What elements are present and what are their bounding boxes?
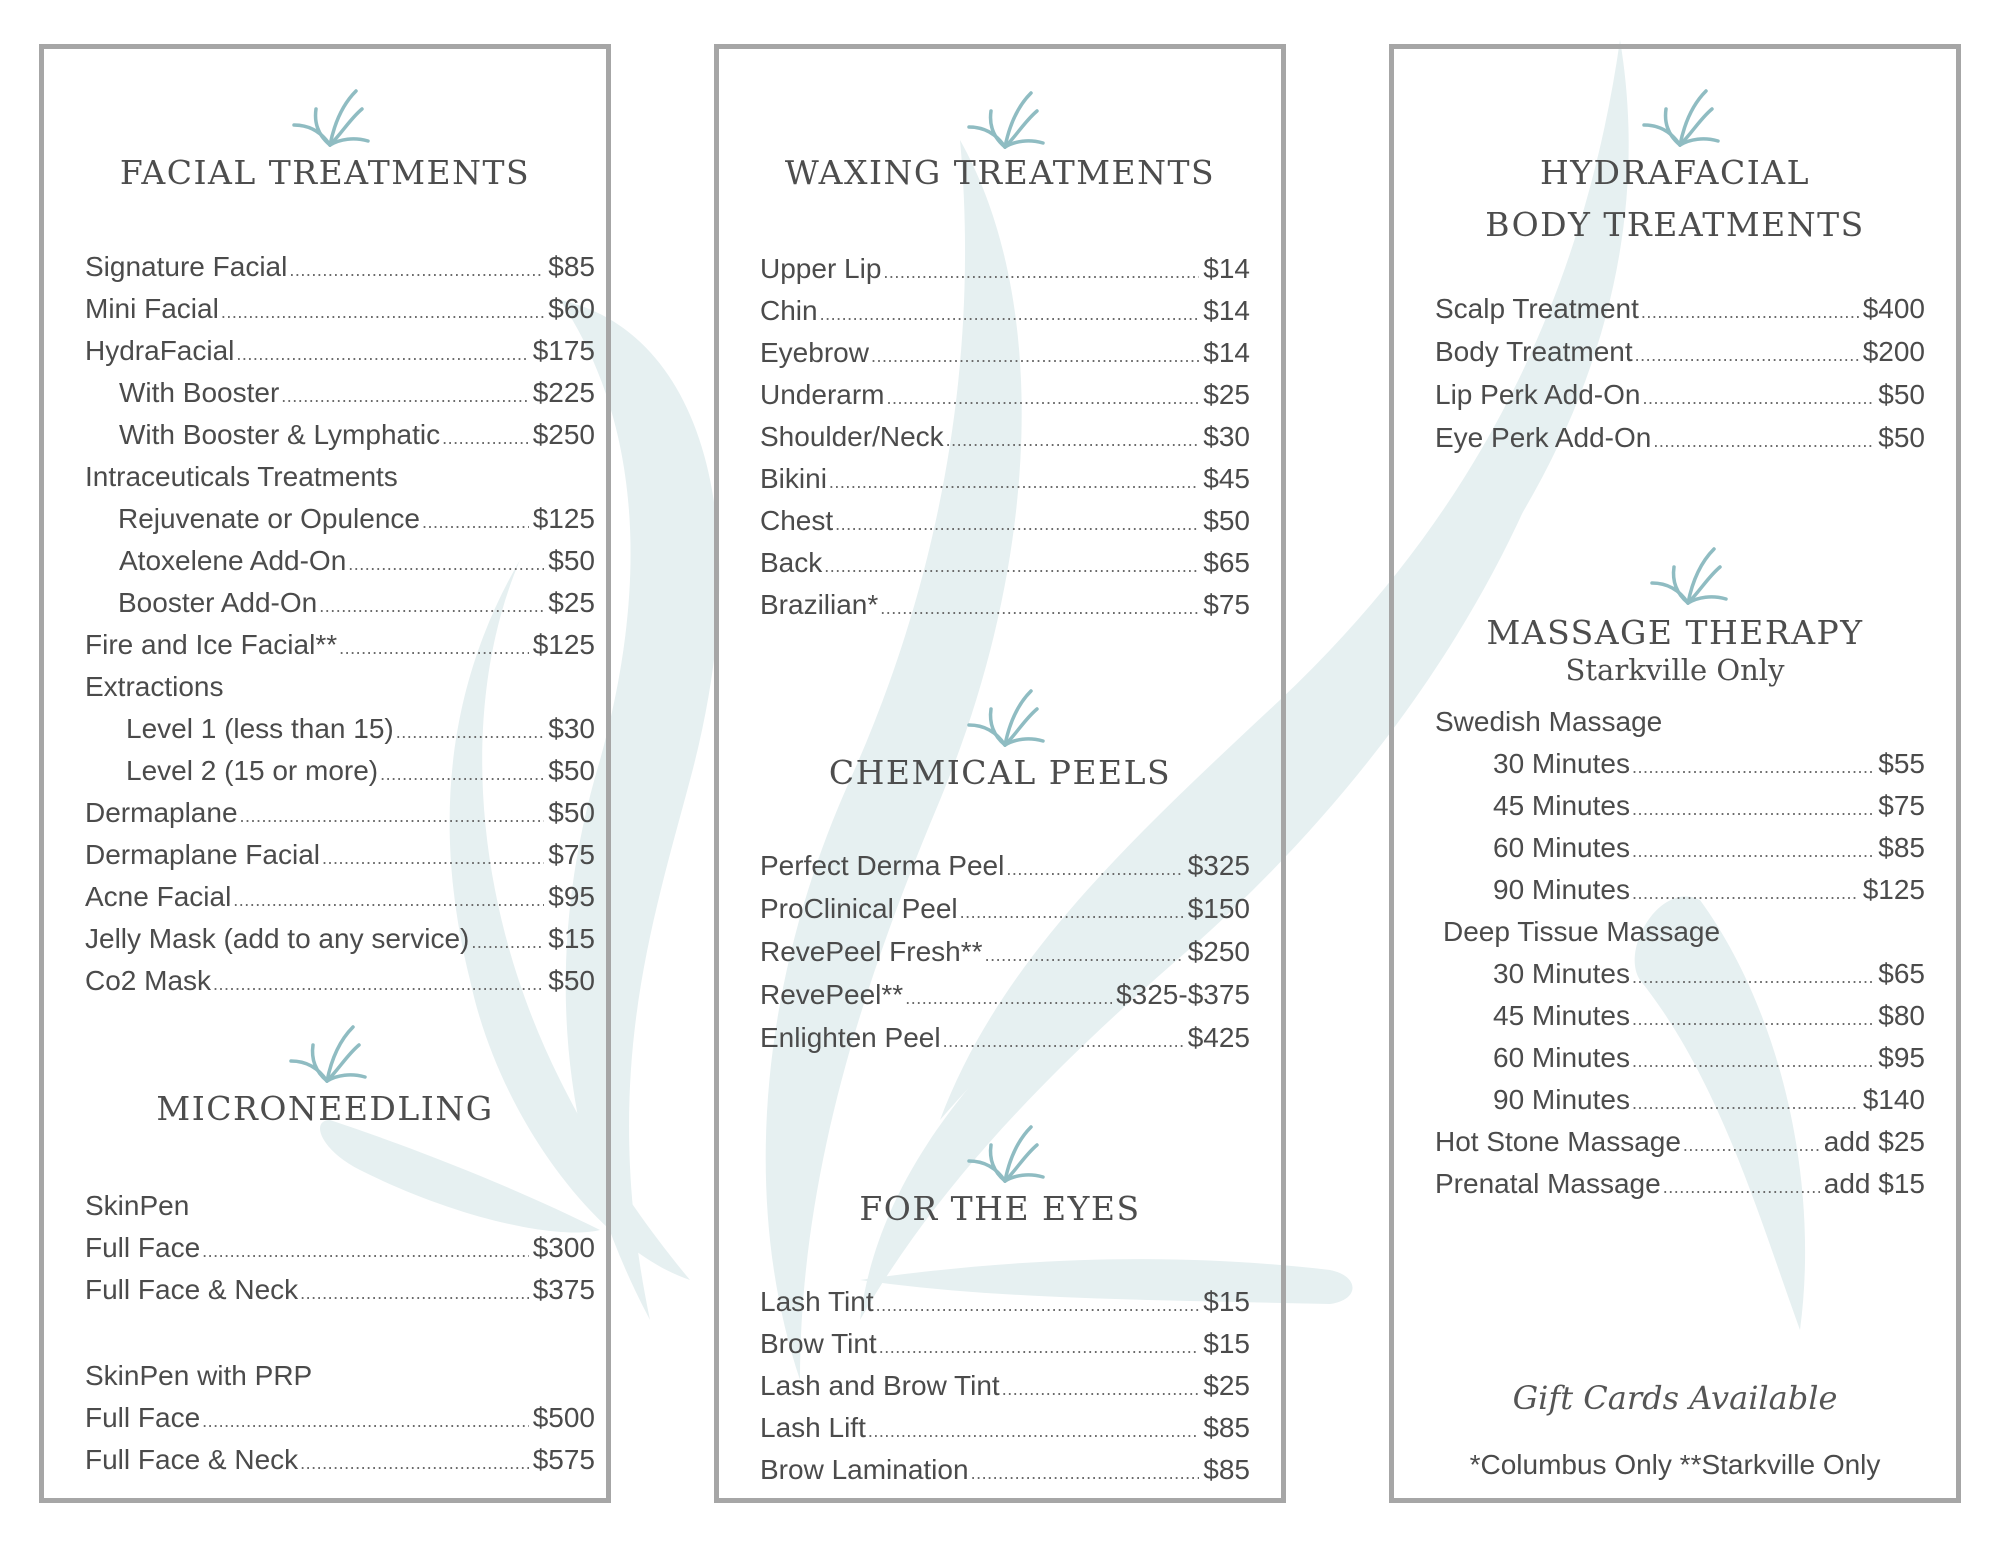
price-row xyxy=(760,420,1250,457)
price-row xyxy=(1435,335,1925,372)
price-row xyxy=(760,252,1250,289)
dot-leader xyxy=(319,589,544,623)
service-price: $50 xyxy=(548,965,595,996)
service-name: Acne Facial xyxy=(85,881,232,912)
service-name: Lash Lift xyxy=(760,1412,866,1443)
dot-leader xyxy=(960,895,1184,929)
service-price: $125 xyxy=(532,629,595,660)
price-row xyxy=(1493,999,1925,1036)
service-name: Upper Lip xyxy=(760,253,882,284)
dot-leader xyxy=(820,297,1200,331)
service-price: $85 xyxy=(1203,1412,1250,1443)
facial-treatments-title: FACIAL TREATMENTS xyxy=(119,153,531,192)
price-row xyxy=(85,796,595,833)
service-price: $14 xyxy=(1203,253,1250,284)
leaf-ornament-icon xyxy=(965,685,1045,751)
service-price: $60 xyxy=(548,293,595,324)
service-name: Co2 Mask xyxy=(85,965,212,996)
service-price: $50 xyxy=(1203,505,1250,536)
price-row xyxy=(1493,1083,1925,1120)
service-name: Brow Lamination xyxy=(760,1454,969,1485)
service-name: 90 Minutes xyxy=(1493,874,1630,905)
dot-leader xyxy=(213,967,544,1001)
service-price: $425 xyxy=(1187,1022,1250,1053)
price-row xyxy=(1435,378,1925,415)
dot-leader xyxy=(221,295,544,329)
price-row xyxy=(1435,421,1925,458)
service-price: $375 xyxy=(532,1274,595,1305)
service-price: $250 xyxy=(1187,936,1250,967)
dot-leader xyxy=(868,1414,1199,1448)
service-name: 90 Minutes xyxy=(1493,1084,1630,1115)
dot-leader xyxy=(233,883,544,917)
service-name: Lash and Brow Tint xyxy=(760,1370,1000,1401)
panel-waxing-peels-eyes xyxy=(714,44,1286,1503)
price-row xyxy=(1435,705,1925,739)
service-name: ProClinical Peel xyxy=(760,893,958,924)
service-name: Full Face xyxy=(85,1402,201,1433)
service-price: $125 xyxy=(1862,874,1925,905)
chemical-peels-title: CHEMICAL PEELS xyxy=(828,753,1172,792)
service-price: $250 xyxy=(532,419,595,450)
service-price: $25 xyxy=(548,587,595,618)
price-row xyxy=(1493,873,1925,910)
price-row xyxy=(760,504,1250,541)
service-price: $30 xyxy=(548,713,595,744)
service-price: $500 xyxy=(532,1402,595,1433)
service-name: With Booster xyxy=(119,377,280,408)
dot-leader xyxy=(1632,1044,1874,1078)
service-price: $55 xyxy=(1878,748,1925,779)
price-row xyxy=(760,1021,1250,1058)
dot-leader xyxy=(886,381,1199,415)
service-price: $95 xyxy=(1878,1042,1925,1073)
service-name: Bikini xyxy=(760,463,827,494)
price-row xyxy=(85,964,595,1001)
price-row xyxy=(119,544,595,581)
price-row xyxy=(85,922,595,959)
price-row xyxy=(118,586,595,623)
body-treatments-title: BODY TREATMENTS xyxy=(1485,205,1865,244)
price-row xyxy=(760,378,1250,415)
price-row xyxy=(760,935,1250,972)
service-price: $125 xyxy=(532,503,595,534)
dot-leader xyxy=(1006,852,1183,886)
leaf-ornament-icon xyxy=(965,1121,1045,1187)
dot-leader xyxy=(240,799,545,833)
price-row xyxy=(85,1401,595,1438)
service-name: Lip Perk Add-On xyxy=(1435,379,1641,410)
dot-leader xyxy=(1653,424,1874,458)
service-price: $25 xyxy=(1203,1370,1250,1401)
dot-leader xyxy=(339,631,529,665)
price-row xyxy=(1443,915,1925,949)
price-row xyxy=(1435,1125,1925,1162)
dot-leader xyxy=(879,1330,1200,1364)
massage-subtitle: Starkville Only xyxy=(1565,653,1785,687)
service-name: Jelly Mask (add to any service) xyxy=(85,923,470,954)
service-name: Underarm xyxy=(760,379,885,410)
service-price: $200 xyxy=(1862,336,1925,367)
price-row xyxy=(760,588,1250,625)
dot-leader xyxy=(946,423,1200,457)
service-name: Perfect Derma Peel xyxy=(760,850,1005,881)
service-price: $50 xyxy=(548,797,595,828)
price-row xyxy=(760,1411,1250,1448)
service-price: $14 xyxy=(1203,337,1250,368)
service-name: Eye Perk Add-On xyxy=(1435,422,1652,453)
service-name: RevePeel Fresh** xyxy=(760,936,983,967)
dot-leader xyxy=(396,715,545,749)
price-row xyxy=(1435,1167,1925,1204)
service-price: $175 xyxy=(532,335,595,366)
price-row xyxy=(85,250,595,287)
dot-leader xyxy=(289,253,544,287)
dot-leader xyxy=(202,1234,529,1268)
price-row xyxy=(85,838,595,875)
service-price: $14 xyxy=(1203,295,1250,326)
service-price: $15 xyxy=(548,923,595,954)
service-name: Scalp Treatment xyxy=(1435,293,1639,324)
service-name: Shoulder/Neck xyxy=(760,421,944,452)
service-price: $75 xyxy=(1878,790,1925,821)
price-row xyxy=(1435,292,1925,329)
dot-leader xyxy=(1632,834,1874,868)
leaf-ornament-icon xyxy=(965,87,1045,153)
dot-leader xyxy=(300,1446,529,1480)
dot-leader xyxy=(824,549,1199,583)
service-price: $65 xyxy=(1203,547,1250,578)
service-price: $225 xyxy=(532,377,595,408)
dot-leader xyxy=(422,505,529,539)
price-row xyxy=(85,1443,595,1480)
service-name: RevePeel** xyxy=(760,979,904,1010)
leaf-ornament-icon xyxy=(287,1021,367,1087)
service-name: Dermaplane Facial xyxy=(85,839,320,870)
service-name: 45 Minutes xyxy=(1493,1000,1630,1031)
dot-leader xyxy=(442,421,529,455)
service-name: SkinPen xyxy=(85,1190,190,1221)
price-row xyxy=(1493,1041,1925,1078)
dot-leader xyxy=(1635,338,1859,372)
dot-leader xyxy=(829,465,1199,499)
service-price: $25 xyxy=(1203,379,1250,410)
massage-therapy-title: MASSAGE THERAPY xyxy=(1486,613,1864,652)
price-row xyxy=(85,880,595,917)
dot-leader xyxy=(835,507,1199,541)
dot-leader xyxy=(1663,1170,1820,1204)
dot-leader xyxy=(471,925,544,959)
price-row xyxy=(1493,831,1925,868)
price-row xyxy=(85,460,595,494)
service-price: $50 xyxy=(1878,422,1925,453)
dot-leader xyxy=(1632,876,1859,910)
dot-leader xyxy=(1642,381,1874,415)
service-name: Rejuvenate or Opulence xyxy=(118,503,420,534)
dot-leader xyxy=(322,841,544,875)
service-name: Chest xyxy=(760,505,834,536)
service-name: Extractions xyxy=(85,671,224,702)
price-row xyxy=(85,1189,595,1223)
service-name: Brazilian* xyxy=(760,589,879,620)
dot-leader xyxy=(281,379,528,413)
dot-leader xyxy=(971,1456,1200,1490)
service-price: $15 xyxy=(1203,1286,1250,1317)
service-price: $50 xyxy=(1878,379,1925,410)
dot-leader xyxy=(202,1404,529,1438)
service-price: $75 xyxy=(548,839,595,870)
dot-leader xyxy=(300,1276,529,1310)
service-name: Prenatal Massage xyxy=(1435,1168,1661,1199)
price-row xyxy=(85,628,595,665)
service-name: Fire and Ice Facial** xyxy=(85,629,338,660)
service-price: $95 xyxy=(548,881,595,912)
service-price: $30 xyxy=(1203,421,1250,452)
dot-leader xyxy=(905,981,1112,1015)
hydrafacial-title: HYDRAFACIAL xyxy=(1539,153,1811,192)
leaf-ornament-icon xyxy=(290,85,370,151)
service-price: $85 xyxy=(548,251,595,282)
service-price: $65 xyxy=(1878,958,1925,989)
price-row xyxy=(1493,747,1925,784)
dot-leader xyxy=(1632,960,1874,994)
service-name: Brow Tint xyxy=(760,1328,877,1359)
price-row xyxy=(85,1273,595,1310)
price-row xyxy=(760,849,1250,886)
dot-leader xyxy=(943,1024,1184,1058)
price-row xyxy=(760,462,1250,499)
service-price: $325-$375 xyxy=(1116,979,1250,1010)
price-row xyxy=(85,1231,595,1268)
dot-leader xyxy=(1683,1128,1820,1162)
dot-leader xyxy=(1641,295,1859,329)
dot-leader xyxy=(883,255,1199,289)
panel-facial-microneedling xyxy=(39,44,611,1503)
dot-leader xyxy=(348,547,544,581)
dot-leader xyxy=(1632,750,1874,784)
service-name: SkinPen with PRP xyxy=(85,1360,313,1391)
dot-leader xyxy=(1632,792,1874,826)
price-row xyxy=(85,292,595,329)
service-name: 60 Minutes xyxy=(1493,1042,1630,1073)
price-row xyxy=(760,1285,1250,1322)
service-name: Mini Facial xyxy=(85,293,219,324)
price-row xyxy=(85,670,595,704)
dot-leader xyxy=(876,1288,1200,1322)
dot-leader xyxy=(1632,1086,1859,1120)
service-price: $400 xyxy=(1862,293,1925,324)
dot-leader xyxy=(1632,1002,1874,1036)
service-name: Enlighten Peel xyxy=(760,1022,941,1053)
price-row xyxy=(126,754,595,791)
price-row xyxy=(85,1359,595,1393)
gift-cards-text: Gift Cards Available xyxy=(1512,1379,1838,1417)
service-price: $80 xyxy=(1878,1000,1925,1031)
service-name: 30 Minutes xyxy=(1493,958,1630,989)
price-row xyxy=(760,336,1250,373)
price-row xyxy=(85,334,595,371)
service-price: $325 xyxy=(1187,850,1250,881)
price-row xyxy=(760,1369,1250,1406)
service-name: Deep Tissue Massage xyxy=(1443,916,1721,947)
service-name: Level 2 (15 or more) xyxy=(126,755,379,786)
service-price: $575 xyxy=(532,1444,595,1475)
price-row xyxy=(119,418,595,455)
service-price: $140 xyxy=(1862,1084,1925,1115)
service-price: add $25 xyxy=(1823,1126,1925,1157)
service-price: $85 xyxy=(1878,832,1925,863)
service-price: $45 xyxy=(1203,463,1250,494)
price-row xyxy=(760,978,1250,1015)
service-name: Full Face & Neck xyxy=(85,1274,299,1305)
price-row xyxy=(760,546,1250,583)
service-name: Back xyxy=(760,547,823,578)
price-row xyxy=(119,376,595,413)
service-name: Hot Stone Massage xyxy=(1435,1126,1681,1157)
leaf-ornament-icon xyxy=(1648,543,1728,609)
service-name: 30 Minutes xyxy=(1493,748,1630,779)
service-name: Booster Add-On xyxy=(118,587,318,618)
service-price: $300 xyxy=(532,1232,595,1263)
service-name: Lash Tint xyxy=(760,1286,874,1317)
service-price: $50 xyxy=(548,545,595,576)
price-row xyxy=(1493,957,1925,994)
price-row xyxy=(760,294,1250,331)
dot-leader xyxy=(236,337,528,371)
service-name: Dermaplane xyxy=(85,797,238,828)
dot-leader xyxy=(871,339,1199,373)
dot-leader xyxy=(985,938,1184,972)
price-row xyxy=(760,1453,1250,1490)
dot-leader xyxy=(880,591,1199,625)
microneedling-title: MICRONEEDLING xyxy=(156,1089,494,1128)
service-price: $150 xyxy=(1187,893,1250,924)
waxing-treatments-title: WAXING TREATMENTS xyxy=(784,153,1216,192)
service-name: With Booster & Lymphatic xyxy=(119,419,441,450)
service-name: Intraceuticals Treatments xyxy=(85,461,398,492)
service-name: Level 1 (less than 15) xyxy=(126,713,394,744)
leaf-ornament-icon xyxy=(1640,85,1720,151)
service-price: $50 xyxy=(548,755,595,786)
service-name: Full Face & Neck xyxy=(85,1444,299,1475)
price-row xyxy=(760,1327,1250,1364)
price-row xyxy=(126,712,595,749)
location-footnote: *Columbus Only **Starkville Only xyxy=(1469,1449,1881,1480)
dot-leader xyxy=(380,757,544,791)
service-name: Chin xyxy=(760,295,818,326)
service-price: $15 xyxy=(1203,1328,1250,1359)
service-name: 45 Minutes xyxy=(1493,790,1630,821)
service-name: Full Face xyxy=(85,1232,201,1263)
service-price: $75 xyxy=(1203,589,1250,620)
price-row xyxy=(1493,789,1925,826)
service-price: add $15 xyxy=(1823,1168,1925,1199)
price-row xyxy=(760,892,1250,929)
service-name: Swedish Massage xyxy=(1435,706,1663,737)
service-name: Eyebrow xyxy=(760,337,869,368)
price-row xyxy=(118,502,595,539)
panel-body-massage xyxy=(1389,44,1961,1503)
service-name: Body Treatment xyxy=(1435,336,1633,367)
service-price: $85 xyxy=(1203,1454,1250,1485)
service-name: Atoxelene Add-On xyxy=(119,545,347,576)
service-name: 60 Minutes xyxy=(1493,832,1630,863)
dot-leader xyxy=(1002,1372,1200,1406)
for-the-eyes-title: FOR THE EYES xyxy=(859,1189,1141,1228)
service-name: HydraFacial xyxy=(85,335,235,366)
service-name: Signature Facial xyxy=(85,251,288,282)
